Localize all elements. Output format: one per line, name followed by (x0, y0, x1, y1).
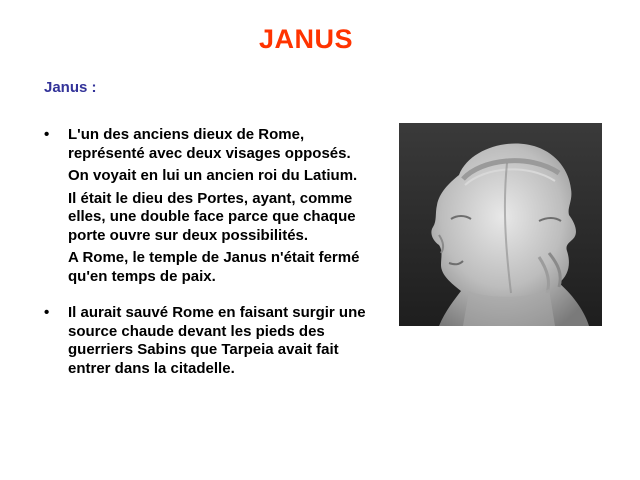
bullet-list (44, 126, 374, 378)
bullet-marker: • (44, 126, 50, 143)
bullet-item (44, 126, 374, 286)
bullet-paragraph: Il aurait sauvé Rome en faisant surgir une source chaude devant les pieds des guerriers Sabins que Tarpeia avait fait entrer dans la citadelle. (68, 304, 366, 377)
page-title: JANUS (258, 24, 354, 54)
bullet-paragraph: On voyait en lui un ancien roi du Latium. (68, 167, 358, 184)
section-subtitle: Janus : (44, 79, 97, 96)
janus-bust-photo (399, 123, 602, 326)
bullet-paragraph: A Rome, le temple de Janus n'était fermé qu'en temps de paix. (68, 249, 360, 285)
bullet-item (44, 304, 374, 378)
bullet-paragraph: Il était le dieu des Portes, ayant, comme elles, une double face parce que chaque porte ouvre sur deux possibilités. (68, 189, 356, 244)
bullet-paragraph: L'un des anciens dieux de Rome, représenté avec deux visages opposés. (68, 126, 351, 162)
bullet-marker: • (44, 304, 50, 321)
